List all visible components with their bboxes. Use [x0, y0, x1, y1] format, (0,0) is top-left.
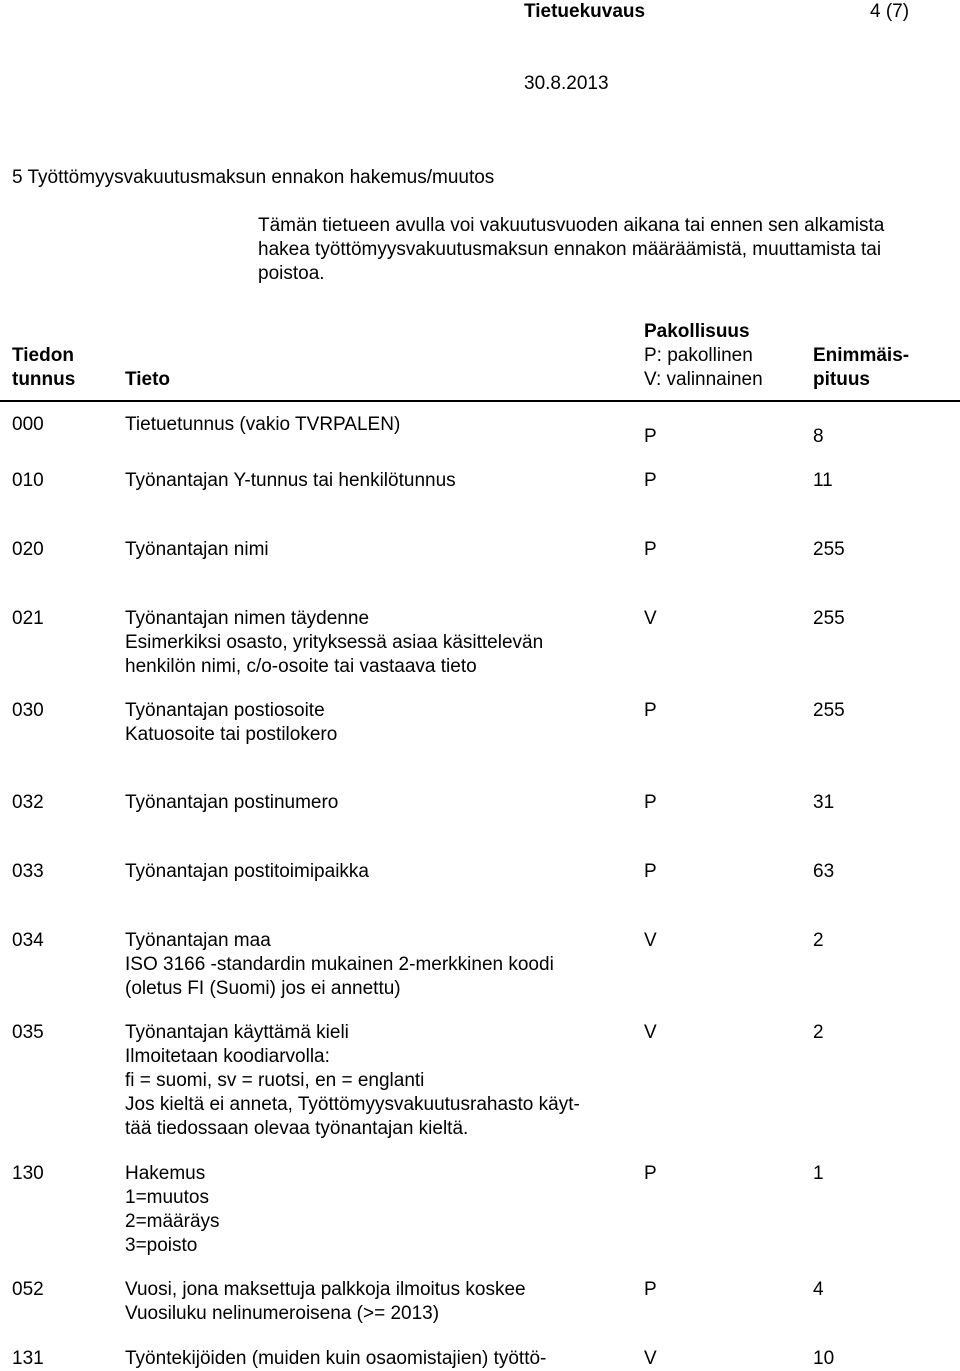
description-line: Tämän tietueen avulla voi vakuutusvuoden aikana tai ennen sen alkamista	[258, 215, 885, 236]
row-code: 130	[12, 1163, 44, 1184]
header-length-line2: pituus	[813, 369, 870, 390]
document-date: 30.8.2013	[524, 73, 609, 94]
row-field-line: Hakemus	[125, 1163, 206, 1184]
row-field-line: Työnantajan Y-tunnus tai henkilötunnus	[125, 470, 456, 491]
row-field-line: Työnantajan käyttämä kieli	[125, 1022, 349, 1043]
row-length: 2	[813, 930, 824, 951]
row-field-line: Työnantajan postitoimipaikka	[125, 861, 369, 882]
row-length: 63	[813, 861, 835, 882]
row-field	[125, 791, 338, 815]
row-field-line: 2=määräys	[125, 1211, 220, 1232]
header-code	[12, 344, 75, 392]
section-description	[258, 214, 884, 286]
row-length: 2	[813, 1022, 824, 1043]
row-length: 255	[813, 700, 845, 721]
row-code: 021	[12, 608, 44, 629]
row-mandatory: V	[644, 608, 657, 629]
header-length-line1: Enimmäis-	[813, 345, 910, 366]
row-code: 052	[12, 1279, 44, 1300]
row-length: 8	[813, 426, 824, 447]
row-length: 4	[813, 1279, 824, 1300]
section-heading: 5 Työttömyysvakuutusmaksun ennakon hakemus/muutos	[12, 167, 495, 188]
row-field	[125, 413, 400, 437]
row-mandatory: P	[644, 426, 657, 447]
row-code: 010	[12, 470, 44, 491]
row-field	[125, 1021, 580, 1141]
page-number: 4 (7)	[870, 1, 910, 22]
row-mandatory: P	[644, 539, 657, 560]
header-mandatory-v: V: valinnainen	[644, 369, 763, 390]
header-mandatory	[644, 320, 763, 392]
row-length: 255	[813, 608, 845, 629]
row-field-line: Työnantajan postiosoite	[125, 700, 325, 721]
row-field-line: 3=poisto	[125, 1235, 198, 1256]
row-field-line: Vuosiluku nelinumeroisena (>= 2013)	[125, 1303, 440, 1324]
row-code: 034	[12, 930, 44, 951]
row-field-line: Katuosoite tai postilokero	[125, 724, 338, 745]
row-field-line: Vuosi, jona maksettuja palkkoja ilmoitus koskee	[125, 1279, 526, 1300]
row-field-line: tää tiedossaan olevaa työnantajan kieltä.	[125, 1118, 469, 1139]
row-field	[125, 1278, 526, 1326]
row-code: 035	[12, 1022, 44, 1043]
row-field-line: Työnantajan nimen täydenne	[125, 608, 370, 629]
row-length: 10	[813, 1348, 835, 1369]
row-field-line: 1=muutos	[125, 1187, 209, 1208]
row-code: 032	[12, 792, 44, 813]
row-mandatory: P	[644, 470, 657, 491]
row-code: 131	[12, 1348, 44, 1369]
row-field-line: henkilön nimi, c/o-osoite tai vastaava tieto	[125, 656, 477, 677]
row-field	[125, 860, 369, 884]
description-line: poistoa.	[258, 263, 325, 284]
row-field-line: Jos kieltä ei anneta, Työttömyysvakuutusrahasto käyt-	[125, 1094, 580, 1115]
row-mandatory: V	[644, 1022, 657, 1043]
row-field-line: Työnantajan maa	[125, 930, 271, 951]
row-field-line: (oletus FI (Suomi) jos ei annettu)	[125, 978, 401, 999]
row-field	[125, 929, 554, 1001]
row-field-line: ISO 3166 -standardin mukainen 2-merkkinen koodi	[125, 954, 554, 975]
description-line: hakea työttömyysvakuutusmaksun ennakon määräämistä, muuttamista tai	[258, 239, 882, 260]
row-field	[125, 699, 337, 747]
row-mandatory: P	[644, 861, 657, 882]
row-code: 033	[12, 861, 44, 882]
row-field-line: fi = suomi, sv = ruotsi, en = englanti	[125, 1070, 425, 1091]
header-mandatory-title: Pakollisuus	[644, 321, 750, 342]
header-mandatory-p: P: pakollinen	[644, 345, 753, 366]
row-length: 255	[813, 539, 845, 560]
header-field: Tieto	[125, 369, 171, 390]
row-mandatory: V	[644, 930, 657, 951]
row-mandatory: P	[644, 700, 657, 721]
row-mandatory: P	[644, 1279, 657, 1300]
row-length: 31	[813, 792, 835, 813]
header-code-line1: Tiedon	[12, 345, 74, 366]
row-field-line: Työnantajan postinumero	[125, 792, 339, 813]
header-code-line2: tunnus	[12, 369, 76, 390]
row-field	[125, 538, 269, 562]
row-mandatory: P	[644, 792, 657, 813]
row-field	[125, 607, 543, 679]
row-field-line: Esimerkiksi osasto, yrityksessä asiaa käsittelevän	[125, 632, 544, 653]
row-field-line: Tietuetunnus (vakio TVRPALEN)	[125, 414, 401, 435]
row-length: 11	[813, 470, 833, 491]
row-field-line: Työnantajan nimi	[125, 539, 269, 560]
row-field	[125, 1162, 220, 1258]
row-mandatory: V	[644, 1348, 657, 1369]
row-code: 020	[12, 539, 44, 560]
document-title: Tietuekuvaus	[524, 1, 646, 22]
row-code: 000	[12, 414, 44, 435]
row-field-line: Työntekijöiden (muiden kuin osaomistajien) työttö-	[125, 1348, 547, 1369]
row-mandatory: P	[644, 1163, 657, 1184]
header-divider	[0, 400, 960, 402]
row-field	[125, 469, 456, 493]
header-length	[813, 344, 909, 392]
row-field	[125, 1347, 546, 1371]
row-length: 1	[813, 1163, 824, 1184]
row-field-line: Ilmoitetaan koodiarvolla:	[125, 1046, 330, 1067]
row-code: 030	[12, 700, 44, 721]
